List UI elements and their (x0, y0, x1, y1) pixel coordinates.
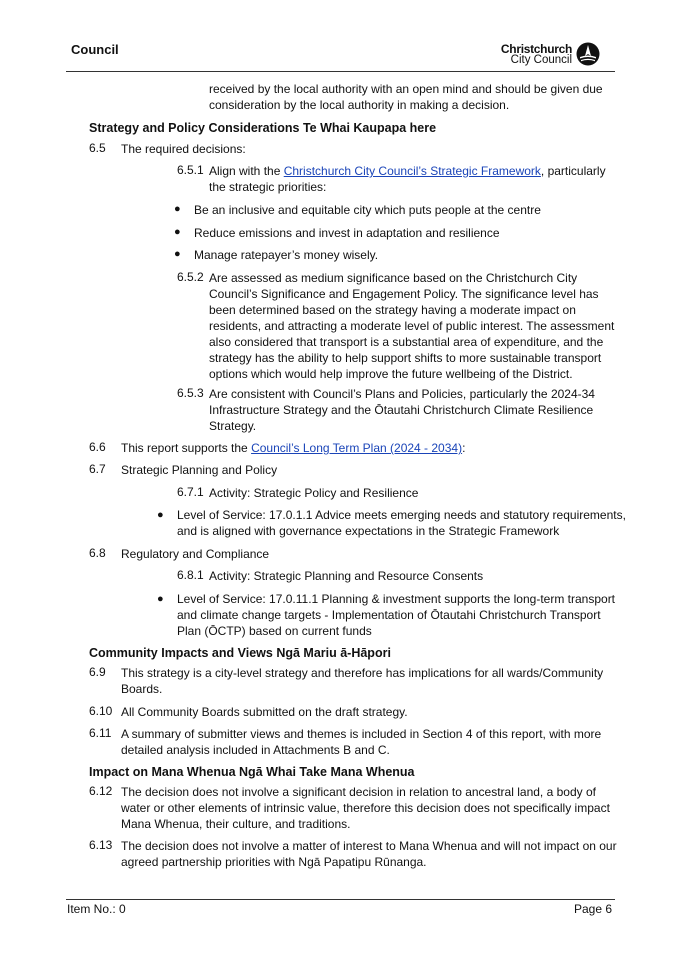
subpara-text: Activity: Strategic Policy and Resilience (209, 486, 419, 500)
bullet-icon: ● (157, 509, 164, 521)
bullet-item: and climate change targets - Implementation of Ōtautahi Christchurch Transport (177, 608, 601, 622)
subpara-text: Infrastructure Strategy and the Ōtautahi Christchurch Climate Resilience (209, 403, 594, 417)
bullet-item: and is aligned with governance expectations in the Strategic Framework (177, 524, 560, 538)
subpara-text: strategy has the ability to help support shifts to more sustainable transport (209, 351, 602, 365)
subpara-text: also considered that transport is a substantial area of expenditure, and the (209, 335, 604, 349)
bullet-item: Plan (ŌCTP) based on current funds (177, 624, 372, 638)
para-number: 6.6 (89, 440, 106, 454)
subpara-number: 6.8.1 (177, 568, 204, 582)
para-text: The decision does not involve a significant decision in relation to ancestral land, a body of (121, 785, 596, 799)
bullet-item: Be an inclusive and equitable city which puts people at the centre (194, 203, 541, 217)
intro-line: received by the local authority with an open mind and should be given due (209, 82, 603, 96)
para-text (121, 440, 465, 456)
para-number: 6.7 (89, 462, 106, 476)
header-title: Council (71, 42, 119, 57)
bullet-icon: ● (157, 593, 164, 605)
section-heading-mana-whenua: Impact on Mana Whenua Ngā Whai Take Mana Whenua (89, 765, 415, 779)
subpara-text: residents, and attracting a moderate level of public interest. The assessment (209, 319, 615, 333)
para-number: 6.11 (89, 726, 112, 740)
para-text: detailed analysis included in Attachments B and C. (121, 743, 390, 757)
para-text: The decision does not involve a matter of interest to Mana Whenua and will not impact on our (121, 839, 617, 853)
para-text: water or other elements of intrinsic value, therefore this decision does not specifically impact (121, 801, 610, 815)
bullet-item: Level of Service: 17.0.1.1 Advice meets emerging needs and statutory requirements, (177, 508, 626, 522)
footer-rule (66, 899, 615, 900)
subpara-text-start: Align with the (209, 164, 284, 178)
para-number: 6.8 (89, 546, 106, 560)
strategic-framework-link[interactable]: Christchurch City Council’s Strategic Framework (283, 164, 541, 178)
para-number: 6.12 (89, 784, 113, 798)
para-number: 6.5 (89, 141, 106, 155)
bullet-item: Manage ratepayer’s money wisely. (194, 248, 379, 262)
bullet-icon: ● (174, 248, 181, 260)
footer-item-number: Item No.: 0 (67, 902, 126, 916)
section-heading-strategy: Strategy and Policy Considerations Te Whai Kaupapa here (89, 121, 437, 135)
para-text-start: This report supports the (121, 441, 252, 455)
bullet-item: Reduce emissions and invest in adaptation and resilience (194, 226, 500, 240)
intro-line: consideration by the local authority in making a decision. (209, 98, 510, 112)
subpara-text: Are consistent with Council’s Plans and Policies, particularly the 2024-34 (209, 387, 595, 401)
para-text: A summary of submitter views and themes is included in Section 4 of this report, with more (121, 727, 602, 741)
subpara-text: Council’s Significance and Engagement Policy. The significance level has (209, 287, 599, 301)
long-term-plan-link[interactable]: Council’s Long Term Plan (2024 - 2034) (251, 441, 463, 455)
logo-text-line2: City Council (510, 54, 572, 66)
subpara-number: 6.5.3 (177, 386, 204, 400)
bullet-icon: ● (174, 226, 181, 238)
para-text: All Community Boards submitted on the draft strategy. (121, 705, 408, 719)
subpara-number: 6.5.1 (177, 163, 204, 177)
subpara-text-end: , particularly (540, 164, 606, 178)
para-number: 6.10 (89, 704, 113, 718)
para-text: Regulatory and Compliance (121, 547, 270, 561)
subpara-text: been determined based on the strategy having a moderate impact on (209, 303, 576, 317)
para-text: This strategy is a city-level strategy and therefore has implications for all wards/Community (121, 666, 604, 680)
subpara-text: the strategic priorities: (209, 180, 327, 194)
footer-page-number: Page 6 (574, 902, 613, 916)
para-number: 6.13 (89, 838, 113, 852)
section-heading-community: Community Impacts and Views Ngā Mariu ā-Hāpori (89, 646, 391, 660)
para-text: Mana Whenua, their culture, and traditions. (121, 817, 351, 831)
subpara-text (209, 163, 606, 179)
logo-text-line1: Christchurch (500, 42, 572, 56)
subpara-number: 6.7.1 (177, 485, 204, 499)
para-text-end: : (462, 441, 466, 455)
para-text: Boards. (121, 682, 163, 696)
bullet-icon: ● (174, 203, 181, 215)
bullet-item: Level of Service: 17.0.11.1 Planning & investment supports the long-term transport (177, 592, 616, 606)
subpara-text: Strategy. (209, 419, 257, 433)
para-text: agreed partnership priorities with Ngā Papatipu Rūnanga. (121, 855, 427, 869)
para-text: The required decisions: (121, 142, 246, 156)
subpara-number: 6.5.2 (177, 270, 204, 284)
subpara-text: Activity: Strategic Planning and Resource Consents (209, 569, 484, 583)
subpara-text: options which would help improve the future wellbeing of the District. (209, 367, 573, 381)
council-logo (498, 42, 600, 68)
subpara-text: Are assessed as medium significance based on the Christchurch City (209, 271, 578, 285)
para-text: Strategic Planning and Policy (121, 463, 278, 477)
logo-mark-icon (576, 42, 600, 66)
header-rule (66, 71, 615, 72)
para-number: 6.9 (89, 665, 106, 679)
